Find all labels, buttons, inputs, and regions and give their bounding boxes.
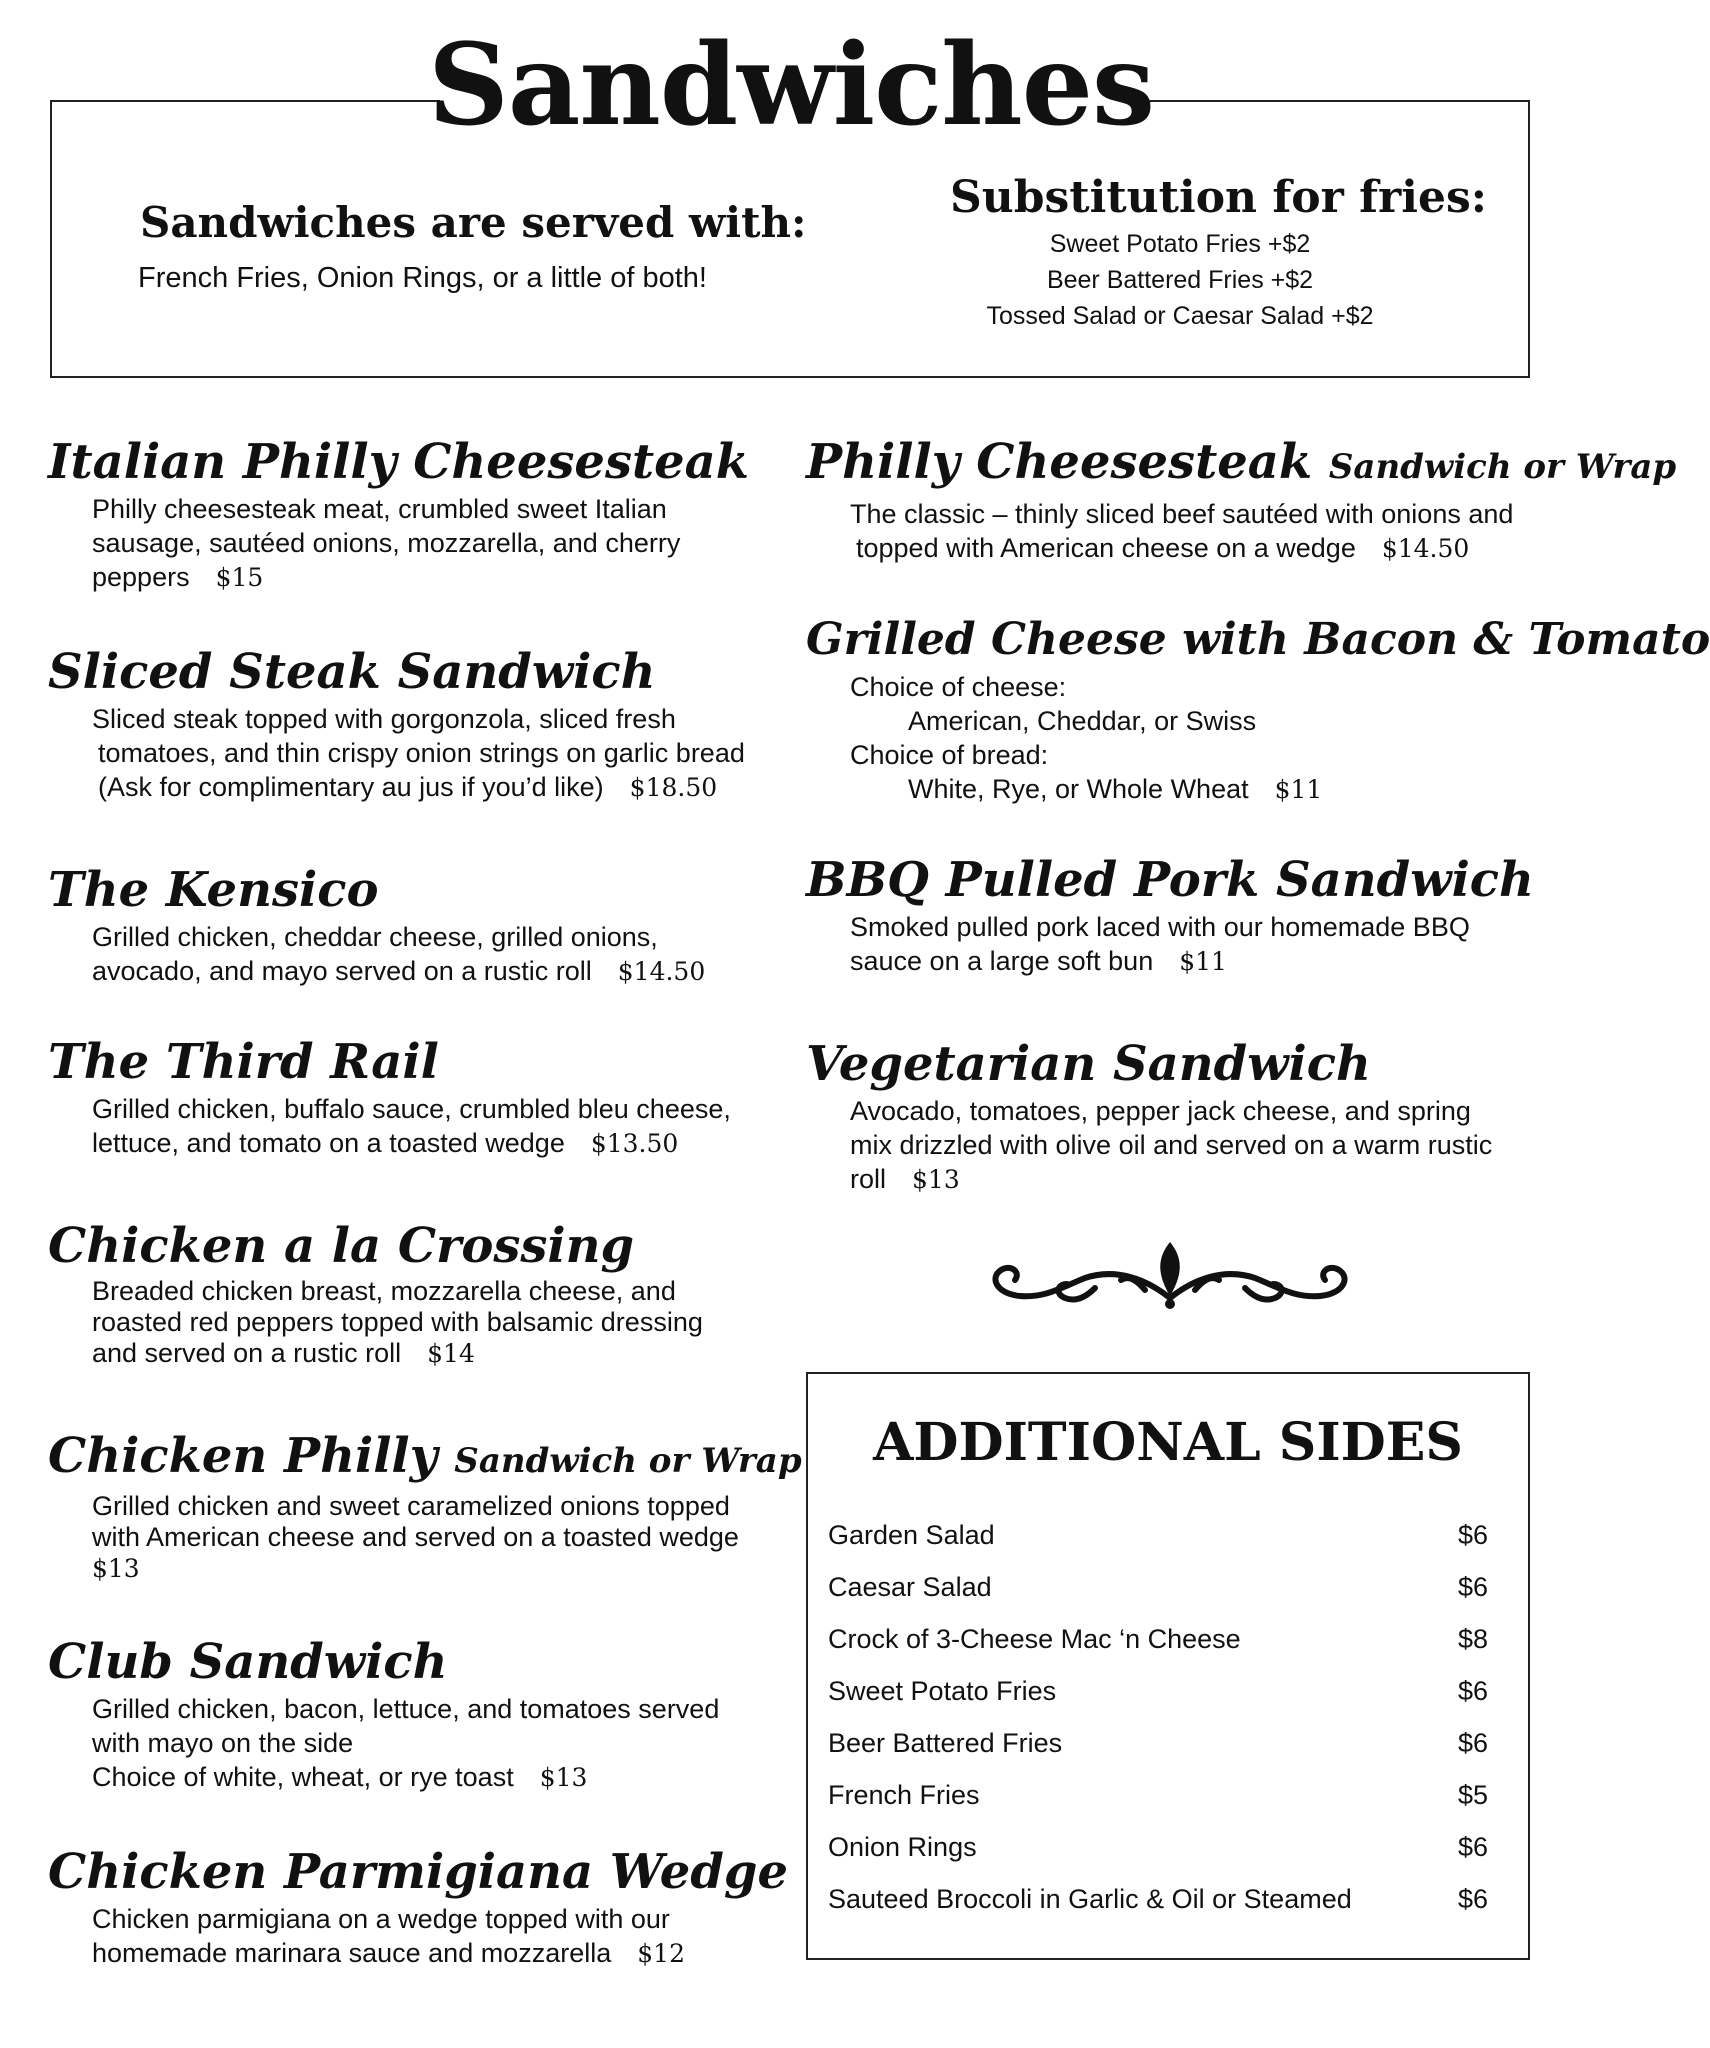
- side-item-price: $6: [1457, 1676, 1488, 1706]
- substitution-list: [880, 226, 1480, 334]
- menu-item: [806, 850, 1534, 979]
- menu-item-description: Grilled chicken, cheddar cheese, grilled onions, avocado, and mayo served on a rustic roll $14.50: [92, 922, 706, 986]
- menu-item: [48, 1426, 812, 1584]
- side-item: [828, 1884, 1488, 1936]
- menu-item-variant: Sandwich or Wrap: [1328, 447, 1677, 487]
- menu-item-price: $13: [92, 1554, 140, 1583]
- side-item-price: $6: [1457, 1520, 1488, 1550]
- side-item-price: $6: [1457, 1572, 1488, 1602]
- menu-item-price: $13: [539, 1763, 588, 1792]
- substitution-heading: Substitution for fries:: [950, 172, 1487, 223]
- menu-item-name: Philly Cheesesteak Sandwich or Wrap: [806, 434, 1677, 490]
- served-with-text: French Fries, Onion Rings, or a little of both!: [138, 262, 707, 294]
- menu-item-description: Grilled chicken, bacon, lettuce, and tomatoes served with mayo on the side Choice of white, wheat, or rye toast $13: [92, 1694, 720, 1792]
- substitution-option: Tossed Salad or Caesar Salad +$2: [986, 302, 1374, 330]
- menu-item: [48, 1216, 772, 1369]
- side-item-name: French Fries: [828, 1780, 980, 1810]
- menu-item-description: Sliced steak topped with gorgonzola, sliced fresh tomatoes, and thin crispy onion strings on garlic bread (Ask for complimentary au jus if you’d like) $18.50: [92, 704, 745, 802]
- menu-item: [48, 642, 812, 805]
- menu-item-description: Grilled chicken and sweet caramelized onions topped with American cheese and served on a toasted wedge $13: [92, 1491, 739, 1583]
- side-item-name: Crock of 3-Cheese Mac ‘n Cheese: [828, 1624, 1241, 1654]
- menu-item: [48, 432, 772, 595]
- menu-item: [806, 1034, 1550, 1197]
- menu-item-price: $11: [1179, 947, 1227, 976]
- fleur-de-lis-ornament-icon: [975, 1238, 1365, 1322]
- side-item-name: Garden Salad: [828, 1520, 995, 1550]
- page-title: Sandwiches: [427, 20, 1155, 151]
- side-item-price: $6: [1457, 1728, 1488, 1758]
- served-with-heading: Sandwiches are served with:: [140, 198, 807, 247]
- menu-item-description: Grilled chicken, buffalo sauce, crumbled bleu cheese, lettuce, and tomato on a toasted wedge $13.50: [92, 1094, 731, 1158]
- menu-item-description: The classic – thinly sliced beef sautéed with onions and topped with American cheese on a wedge $14.50: [850, 499, 1514, 563]
- menu-item-name: The Kensico: [48, 862, 379, 918]
- additional-sides-title: ADDITIONAL SIDES: [873, 1412, 1463, 1473]
- side-item: [828, 1780, 1488, 1832]
- menu-item-description: Avocado, tomatoes, pepper jack cheese, and spring mix drizzled with olive oil and served on a warm rustic roll $13: [850, 1096, 1493, 1194]
- menu-item: [48, 1632, 772, 1795]
- side-item: [828, 1572, 1488, 1624]
- menu-item-price: $11: [1274, 775, 1323, 804]
- substitution-option: Beer Battered Fries +$2: [1046, 266, 1314, 294]
- menu-item-description: Choice of cheese: American, Cheddar, or Swiss Choice of bread: White, Rye, or Whole Wheat $11: [850, 672, 1323, 804]
- menu-item-price: $15: [215, 563, 264, 592]
- menu-item-price: $13.50: [590, 1129, 679, 1158]
- menu-item: [806, 610, 1710, 807]
- side-item-price: $5: [1457, 1780, 1488, 1810]
- side-item-price: $6: [1457, 1832, 1488, 1862]
- side-item: [828, 1520, 1488, 1572]
- menu-item-price: $14.50: [617, 957, 706, 986]
- menu-item-name: Chicken a la Crossing: [48, 1218, 635, 1274]
- menu-item-description: Philly cheesesteak meat, crumbled sweet Italian sausage, sautéed onions, mozzarella, and cherry peppers $15: [92, 494, 681, 592]
- menu-item-price: $13: [912, 1165, 960, 1194]
- side-item: [828, 1624, 1488, 1676]
- menu-item-name: Grilled Cheese with Bacon & Tomato: [806, 614, 1710, 665]
- menu-item-price: $14.50: [1381, 534, 1470, 563]
- menu-item-name: Club Sandwich: [48, 1634, 448, 1690]
- side-item-name: Beer Battered Fries: [828, 1728, 1063, 1758]
- side-item: [828, 1832, 1488, 1884]
- menu-item-description: Breaded chicken breast, mozzarella cheese, and roasted red peppers topped with balsamic dressing and served on a rustic roll $14: [92, 1276, 703, 1368]
- side-item-price: $6: [1457, 1884, 1488, 1914]
- substitution-option: Sweet Potato Fries +$2: [1049, 230, 1311, 258]
- menu-item-price: $14: [427, 1339, 475, 1368]
- side-item-name: Sauteed Broccoli in Garlic & Oil or Steamed: [828, 1884, 1352, 1914]
- menu-item: [806, 432, 1676, 566]
- menu-item-name: Chicken Philly Sandwich or Wrap: [48, 1428, 802, 1484]
- menu-item-description: Chicken parmigiana on a wedge topped with our homemade marinara sauce and mozzarella $12: [92, 1904, 685, 1968]
- side-item-name: Sweet Potato Fries: [828, 1676, 1057, 1706]
- menu-item-description: Smoked pulled pork laced with our homemade BBQ sauce on a large soft bun $11: [850, 912, 1470, 976]
- menu-item: [48, 860, 772, 989]
- side-item-price: $8: [1457, 1624, 1488, 1654]
- menu-item-name: Vegetarian Sandwich: [806, 1036, 1371, 1092]
- menu-item-name: The Third Rail: [48, 1034, 439, 1090]
- additional-sides-box: [806, 1372, 1530, 1960]
- menu-item-name: Italian Philly Cheesesteak: [48, 434, 750, 490]
- menu-item-name: BBQ Pulled Pork Sandwich: [806, 852, 1534, 908]
- side-item-name: Onion Rings: [828, 1832, 977, 1862]
- menu-item-price: $18.50: [629, 773, 718, 802]
- side-item: [828, 1676, 1488, 1728]
- menu-item-name: Sliced Steak Sandwich: [48, 644, 656, 700]
- menu-item-price: $12: [637, 1939, 685, 1968]
- side-item-name: Caesar Salad: [828, 1572, 992, 1602]
- menu-item-name: Chicken Parmigiana Wedge: [48, 1844, 788, 1900]
- menu-item: [48, 1842, 788, 1971]
- menu-item: [48, 1032, 772, 1161]
- menu-item-variant: Sandwich or Wrap: [454, 1441, 802, 1481]
- side-item: [828, 1728, 1488, 1780]
